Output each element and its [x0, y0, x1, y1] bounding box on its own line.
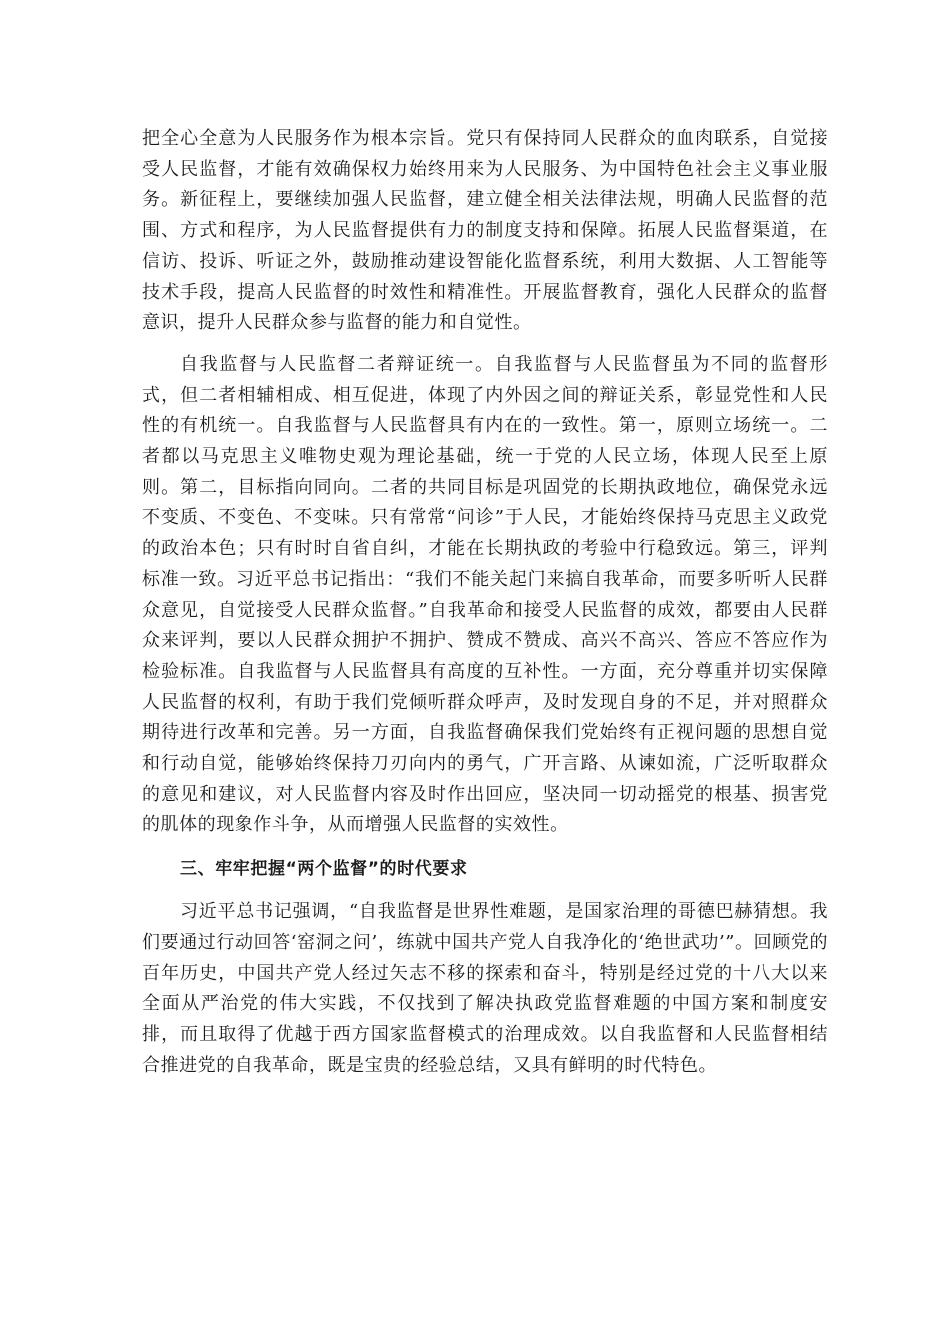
paragraph-people-supervision: 把全心全意为人民服务作为根本宗旨。党只有保持同人民群众的血肉联系，自觉接受人民监督，才能有效确保权力始终用来为人民服务、为中国特色社会主义事业服务。新征程上，要继续加强人民监督，建立健全相关法律法规，明确人民监督的范围、方式和程序，为人民监督提供有力的制度支持和保障。拓展人民监督渠道，在信访、投诉、听证之外，鼓励推动建设智能化监督系统，利用大数据、人工智能等技术手段，提高人民监督的时效性和精准性。开展监督教育，强化人民群众的监督意识，提升人民群众参与监督的能力和自觉性。: [142, 128, 828, 334]
paragraph-era-requirements: 习近平总书记强调，“自我监督是世界性难题，是国家治理的哥德巴赫猜想。我们要通过行动回答‘窑洞之问’，练就中国共产党人自我净化的‘绝世武功’”。回顾党的百年历史，中国共产党人经过矢志不移的探索和奋斗，特别是经过党的十八大以来全面从严治党的伟大实践，不仅找到了解决执政党监督难题的中国方案和制度安排，而且取得了优越于西方国家监督模式的治理成效。以自我监督和人民监督相结合推进党的自我革命，既是宝贵的经验总结，又具有鲜明的时代特色。: [142, 901, 828, 1076]
section-heading: 三、牢牢把握“两个监督”的时代要求: [180, 859, 468, 880]
paragraph-dialectical-unity: 自我监督与人民监督二者辩证统一。自我监督与人民监督虽为不同的监督形式，但二者相辅相成、相互促进，体现了内外因之间的辩证关系，彰显党性和人民性的有机统一。自我监督与人民监督具有内在的一致性。第一，原则立场统一。二者都以马克思主义唯物史观为理论基础，统一于党的人民立场，体现人民至上原则。第二，目标指向同向。二者的共同目标是巩固党的长期执政地位，确保党永远不变质、不变色、不变味。只有常常“问诊”于人民，才能始终保持马克思主义政党的政治本色；只有时时自省自纠，才能在长期执政的考验中行稳致远。第三，评判标准一致。习近平总书记指出：“我们不能关起门来搞自我革命，而要多听听人民群众意见，自觉接受人民群众监督。”自我革命和接受人民监督的成效，都要由人民群众来评判，要以人民群众拥护不拥护、赞成不赞成、高兴不高兴、答应不答应作为检验标准。自我监督与人民监督具有高度的互补性。一方面，充分尊重并切实保障人民监督的权利，有助于我们党倾听群众呼声，及时发现自身的不足，并对照群众期待进行改革和完善。另一方面，自我监督确保我们党始终有正视问题的思想自觉和行动自觉，能够始终保持刀刃向内的勇气，广开言路、从谏如流，广泛听取群众的意见和建议，对人民监督内容及时作出回应，坚决同一切动摇党的根基、损害党的肌体的现象作斗争，从而增强人民监督的实效性。: [142, 353, 828, 836]
document-page: [142, 124, 828, 1081]
